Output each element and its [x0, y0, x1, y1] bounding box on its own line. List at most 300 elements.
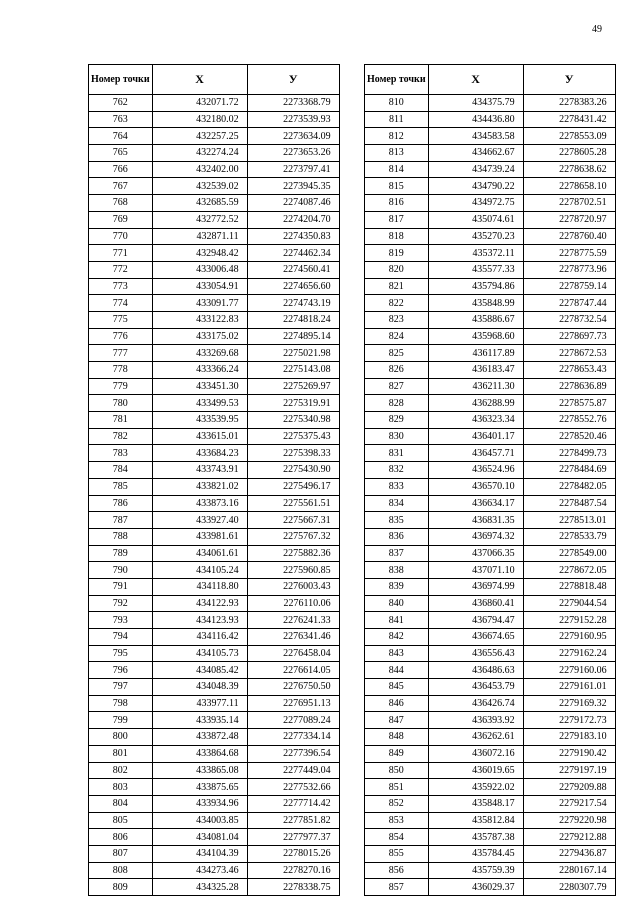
y-coordinate-cell: 2276951.13	[247, 695, 339, 712]
point-number-cell: 856	[365, 862, 429, 879]
y-coordinate-cell: 2279436.87	[523, 845, 615, 862]
table-row	[89, 278, 340, 295]
point-number-cell: 763	[89, 111, 153, 128]
y-coordinate-cell: 2278482.05	[523, 478, 615, 495]
x-coordinate-cell: 436029.37	[428, 879, 523, 896]
point-number-cell: 776	[89, 328, 153, 345]
table-row	[89, 779, 340, 796]
point-number-cell: 774	[89, 295, 153, 312]
table-row	[89, 378, 340, 395]
y-coordinate-cell: 2277089.24	[247, 712, 339, 729]
x-coordinate-cell: 434583.58	[428, 128, 523, 145]
y-coordinate-cell: 2273634.09	[247, 128, 339, 145]
y-coordinate-cell: 2279212.88	[523, 829, 615, 846]
table-row	[365, 528, 616, 545]
table-row	[89, 578, 340, 595]
x-coordinate-cell: 434105.73	[152, 645, 247, 662]
y-coordinate-cell: 2274462.34	[247, 245, 339, 262]
y-coordinate-cell: 2274818.24	[247, 311, 339, 328]
table-row	[89, 829, 340, 846]
table-row	[89, 428, 340, 445]
table-row	[89, 362, 340, 379]
table-row	[89, 445, 340, 462]
table-row	[365, 645, 616, 662]
point-number-cell: 782	[89, 428, 153, 445]
y-coordinate-cell: 2276458.04	[247, 645, 339, 662]
table-row	[365, 378, 616, 395]
table-row	[365, 862, 616, 879]
y-coordinate-cell: 2274895.14	[247, 328, 339, 345]
table-row	[89, 195, 340, 212]
table-row	[89, 95, 340, 112]
table-row	[365, 228, 616, 245]
point-number-cell: 810	[365, 95, 429, 112]
point-number-cell: 805	[89, 812, 153, 829]
x-coordinate-cell: 432071.72	[152, 95, 247, 112]
x-coordinate-cell: 437066.35	[428, 545, 523, 562]
y-coordinate-cell: 2277977.37	[247, 829, 339, 846]
x-coordinate-cell: 436393.92	[428, 712, 523, 729]
x-coordinate-cell: 436674.65	[428, 629, 523, 646]
table-row	[89, 645, 340, 662]
x-coordinate-cell: 434325.28	[152, 879, 247, 896]
y-coordinate-cell: 2277714.42	[247, 795, 339, 812]
table-row	[365, 879, 616, 896]
point-number-cell: 843	[365, 645, 429, 662]
point-number-cell: 806	[89, 829, 153, 846]
y-coordinate-cell: 2279161.01	[523, 679, 615, 696]
table-row	[89, 295, 340, 312]
point-number-cell: 816	[365, 195, 429, 212]
point-number-cell: 771	[89, 245, 153, 262]
y-coordinate-cell: 2278672.05	[523, 562, 615, 579]
point-number-cell: 825	[365, 345, 429, 362]
point-number-cell: 772	[89, 261, 153, 278]
x-coordinate-cell: 434972.75	[428, 195, 523, 212]
y-coordinate-cell: 2277396.54	[247, 745, 339, 762]
point-number-cell: 804	[89, 795, 153, 812]
x-coordinate-cell: 436019.65	[428, 762, 523, 779]
y-coordinate-cell: 2279209.88	[523, 779, 615, 796]
y-coordinate-cell: 2275375.43	[247, 428, 339, 445]
point-number-cell: 791	[89, 578, 153, 595]
y-coordinate-cell: 2278702.51	[523, 195, 615, 212]
point-number-cell: 802	[89, 762, 153, 779]
point-number-cell: 784	[89, 462, 153, 479]
point-number-cell: 801	[89, 745, 153, 762]
x-coordinate-cell: 435848.17	[428, 795, 523, 812]
point-number-cell: 792	[89, 595, 153, 612]
x-coordinate-cell: 436524.96	[428, 462, 523, 479]
table-row	[89, 261, 340, 278]
y-coordinate-cell: 2279190.42	[523, 745, 615, 762]
y-coordinate-cell: 2278513.01	[523, 512, 615, 529]
y-coordinate-cell: 2279169.32	[523, 695, 615, 712]
x-coordinate-cell: 434081.04	[152, 829, 247, 846]
x-coordinate-cell: 436211.30	[428, 378, 523, 395]
y-coordinate-cell: 2275319.91	[247, 395, 339, 412]
table-row	[365, 362, 616, 379]
x-coordinate-cell: 436323.34	[428, 412, 523, 429]
coordinates-table-left	[88, 64, 340, 896]
table-row	[365, 462, 616, 479]
y-coordinate-cell: 2280167.14	[523, 862, 615, 879]
point-number-cell: 779	[89, 378, 153, 395]
point-number-cell: 764	[89, 128, 153, 145]
y-coordinate-cell: 2275667.31	[247, 512, 339, 529]
point-number-cell: 838	[365, 562, 429, 579]
table-row	[89, 111, 340, 128]
y-coordinate-cell: 2279162.24	[523, 645, 615, 662]
y-coordinate-cell: 2279172.73	[523, 712, 615, 729]
x-coordinate-cell: 432772.52	[152, 211, 247, 228]
table-row	[365, 695, 616, 712]
table-row	[365, 295, 616, 312]
table-row	[365, 745, 616, 762]
point-number-cell: 839	[365, 578, 429, 595]
y-coordinate-cell: 2278760.40	[523, 228, 615, 245]
y-coordinate-cell: 2279160.95	[523, 629, 615, 646]
y-coordinate-cell: 2275021.98	[247, 345, 339, 362]
table-row	[89, 662, 340, 679]
x-coordinate-cell: 435270.23	[428, 228, 523, 245]
point-number-cell: 783	[89, 445, 153, 462]
x-coordinate-cell: 436634.17	[428, 495, 523, 512]
y-coordinate-cell: 2278818.48	[523, 578, 615, 595]
point-number-cell: 768	[89, 195, 153, 212]
y-coordinate-cell: 2276614.05	[247, 662, 339, 679]
point-number-cell: 786	[89, 495, 153, 512]
point-number-cell: 785	[89, 478, 153, 495]
point-number-cell: 807	[89, 845, 153, 862]
x-coordinate-cell: 436570.10	[428, 478, 523, 495]
point-number-cell: 857	[365, 879, 429, 896]
table-row	[365, 812, 616, 829]
y-coordinate-cell: 2273653.26	[247, 145, 339, 162]
x-coordinate-cell: 436453.79	[428, 679, 523, 696]
x-coordinate-cell: 436860.41	[428, 595, 523, 612]
point-number-cell: 842	[365, 629, 429, 646]
table-row	[89, 795, 340, 812]
x-coordinate-cell: 435074.61	[428, 211, 523, 228]
x-coordinate-cell: 436072.16	[428, 745, 523, 762]
x-coordinate-cell: 434739.24	[428, 161, 523, 178]
x-coordinate-cell: 433872.48	[152, 729, 247, 746]
y-coordinate-cell: 2274656.60	[247, 278, 339, 295]
table-row	[89, 629, 340, 646]
table-row	[365, 278, 616, 295]
y-coordinate-cell: 2278575.87	[523, 395, 615, 412]
x-coordinate-cell: 436974.32	[428, 528, 523, 545]
y-coordinate-cell: 2277851.82	[247, 812, 339, 829]
x-coordinate-cell: 436831.35	[428, 512, 523, 529]
y-coordinate-cell: 2273539.93	[247, 111, 339, 128]
table-body-right	[365, 95, 616, 896]
x-coordinate-cell: 433366.24	[152, 362, 247, 379]
table-row	[365, 612, 616, 629]
table-row	[89, 178, 340, 195]
point-number-cell: 775	[89, 311, 153, 328]
table-row	[89, 812, 340, 829]
table-row	[89, 845, 340, 862]
y-coordinate-cell: 2274087.46	[247, 195, 339, 212]
x-coordinate-cell: 432257.25	[152, 128, 247, 145]
point-number-cell: 834	[365, 495, 429, 512]
point-number-cell: 849	[365, 745, 429, 762]
x-coordinate-cell: 433821.02	[152, 478, 247, 495]
table-row	[365, 729, 616, 746]
table-row	[365, 111, 616, 128]
table-row	[89, 745, 340, 762]
table-row	[89, 729, 340, 746]
table-row	[365, 328, 616, 345]
x-coordinate-cell: 434790.22	[428, 178, 523, 195]
y-coordinate-cell: 2278015.26	[247, 845, 339, 862]
table-row	[365, 311, 616, 328]
table-row	[89, 478, 340, 495]
table-header-row	[89, 65, 340, 95]
y-coordinate-cell: 2273368.79	[247, 95, 339, 112]
table-row	[365, 562, 616, 579]
x-coordinate-cell: 433934.96	[152, 795, 247, 812]
x-coordinate-cell: 433122.83	[152, 311, 247, 328]
x-coordinate-cell: 433927.40	[152, 512, 247, 529]
table-row	[365, 829, 616, 846]
point-number-cell: 818	[365, 228, 429, 245]
y-coordinate-cell: 2278270.16	[247, 862, 339, 879]
x-coordinate-cell: 434375.79	[428, 95, 523, 112]
point-number-cell: 851	[365, 779, 429, 796]
table-row	[365, 578, 616, 595]
y-coordinate-cell: 2274560.41	[247, 261, 339, 278]
point-number-cell: 821	[365, 278, 429, 295]
y-coordinate-cell: 2278338.75	[247, 879, 339, 896]
table-row	[89, 562, 340, 579]
table-row	[365, 245, 616, 262]
x-coordinate-cell: 435759.39	[428, 862, 523, 879]
x-coordinate-cell: 436288.99	[428, 395, 523, 412]
point-number-cell: 831	[365, 445, 429, 462]
x-coordinate-cell: 435577.33	[428, 261, 523, 278]
x-coordinate-cell: 433054.91	[152, 278, 247, 295]
table-row	[89, 311, 340, 328]
table-row	[365, 845, 616, 862]
point-number-cell: 795	[89, 645, 153, 662]
y-coordinate-cell: 2279220.98	[523, 812, 615, 829]
point-number-cell: 777	[89, 345, 153, 362]
table-row	[89, 328, 340, 345]
x-coordinate-cell: 434122.93	[152, 595, 247, 612]
x-coordinate-cell: 434436.80	[428, 111, 523, 128]
y-coordinate-cell: 2275143.08	[247, 362, 339, 379]
table-row	[365, 629, 616, 646]
y-coordinate-cell: 2278672.53	[523, 345, 615, 362]
y-coordinate-cell: 2273945.35	[247, 178, 339, 195]
x-coordinate-cell: 434118.80	[152, 578, 247, 595]
x-coordinate-cell: 436117.89	[428, 345, 523, 362]
point-number-cell: 809	[89, 879, 153, 896]
y-coordinate-cell: 2277532.66	[247, 779, 339, 796]
table-row	[365, 762, 616, 779]
y-coordinate-cell: 2278775.59	[523, 245, 615, 262]
x-coordinate-cell: 436974.99	[428, 578, 523, 595]
point-number-cell: 846	[365, 695, 429, 712]
table-row	[89, 145, 340, 162]
y-coordinate-cell: 2275269.97	[247, 378, 339, 395]
point-number-cell: 769	[89, 211, 153, 228]
point-number-cell: 788	[89, 528, 153, 545]
table-row	[89, 695, 340, 712]
point-number-cell: 770	[89, 228, 153, 245]
y-coordinate-cell: 2275882.36	[247, 545, 339, 562]
point-number-cell: 794	[89, 629, 153, 646]
table-row	[89, 612, 340, 629]
y-coordinate-cell: 2274743.19	[247, 295, 339, 312]
y-coordinate-cell: 2278552.76	[523, 412, 615, 429]
x-coordinate-cell: 434061.61	[152, 545, 247, 562]
y-coordinate-cell: 2278431.42	[523, 111, 615, 128]
table-row	[89, 412, 340, 429]
table-row	[89, 161, 340, 178]
point-number-cell: 789	[89, 545, 153, 562]
x-coordinate-cell: 433451.30	[152, 378, 247, 395]
y-coordinate-cell: 2279197.19	[523, 762, 615, 779]
point-number-cell: 793	[89, 612, 153, 629]
point-number-cell: 766	[89, 161, 153, 178]
table-row	[365, 662, 616, 679]
table-row	[365, 345, 616, 362]
table-row	[365, 145, 616, 162]
table-row	[365, 595, 616, 612]
point-number-cell: 813	[365, 145, 429, 162]
x-coordinate-cell: 433091.77	[152, 295, 247, 312]
y-coordinate-cell: 2275767.32	[247, 528, 339, 545]
x-coordinate-cell: 432685.59	[152, 195, 247, 212]
x-coordinate-cell: 434116.42	[152, 629, 247, 646]
table-header-row	[365, 65, 616, 95]
table-row	[365, 128, 616, 145]
y-coordinate-cell: 2275340.98	[247, 412, 339, 429]
point-number-cell: 798	[89, 695, 153, 712]
y-coordinate-cell: 2278636.89	[523, 378, 615, 395]
point-number-cell: 822	[365, 295, 429, 312]
x-coordinate-cell: 434104.39	[152, 845, 247, 862]
point-number-cell: 848	[365, 729, 429, 746]
x-coordinate-cell: 435848.99	[428, 295, 523, 312]
point-number-cell: 808	[89, 862, 153, 879]
x-coordinate-cell: 433175.02	[152, 328, 247, 345]
y-coordinate-cell: 2279044.54	[523, 595, 615, 612]
point-number-cell: 853	[365, 812, 429, 829]
point-number-cell: 844	[365, 662, 429, 679]
y-coordinate-cell: 2278520.46	[523, 428, 615, 445]
table-row	[365, 779, 616, 796]
x-coordinate-cell: 436486.63	[428, 662, 523, 679]
point-number-cell: 800	[89, 729, 153, 746]
x-coordinate-cell: 435812.84	[428, 812, 523, 829]
point-number-cell: 820	[365, 261, 429, 278]
y-coordinate-cell: 2276750.50	[247, 679, 339, 696]
point-number-cell: 815	[365, 178, 429, 195]
y-coordinate-cell: 2278759.14	[523, 278, 615, 295]
x-coordinate-cell: 435922.02	[428, 779, 523, 796]
table-row	[365, 512, 616, 529]
x-coordinate-cell: 436262.61	[428, 729, 523, 746]
x-coordinate-cell: 436556.43	[428, 645, 523, 662]
table-row	[89, 495, 340, 512]
y-coordinate-cell: 2277334.14	[247, 729, 339, 746]
x-coordinate-cell: 433539.95	[152, 412, 247, 429]
table-row	[89, 595, 340, 612]
point-number-cell: 854	[365, 829, 429, 846]
table-row	[365, 261, 616, 278]
point-number-cell: 778	[89, 362, 153, 379]
point-number-cell: 835	[365, 512, 429, 529]
point-number-cell: 780	[89, 395, 153, 412]
table-row	[89, 128, 340, 145]
table-row	[89, 545, 340, 562]
coordinates-table-right	[364, 64, 616, 896]
point-number-cell: 841	[365, 612, 429, 629]
x-coordinate-cell: 435787.38	[428, 829, 523, 846]
point-number-cell: 819	[365, 245, 429, 262]
table-row	[365, 679, 616, 696]
x-coordinate-cell: 434105.24	[152, 562, 247, 579]
point-number-cell: 803	[89, 779, 153, 796]
y-coordinate-cell: 2275960.85	[247, 562, 339, 579]
table-row	[365, 478, 616, 495]
page-number: 49	[592, 24, 602, 35]
table-row	[89, 762, 340, 779]
table-row	[365, 795, 616, 812]
y-coordinate-cell: 2275561.51	[247, 495, 339, 512]
x-coordinate-cell: 433873.16	[152, 495, 247, 512]
header-x: X	[428, 65, 523, 95]
point-number-cell: 850	[365, 762, 429, 779]
point-number-cell: 824	[365, 328, 429, 345]
table-row	[365, 178, 616, 195]
y-coordinate-cell: 2278605.28	[523, 145, 615, 162]
point-number-cell: 823	[365, 311, 429, 328]
x-coordinate-cell: 433615.01	[152, 428, 247, 445]
point-number-cell: 811	[365, 111, 429, 128]
y-coordinate-cell: 2278773.96	[523, 261, 615, 278]
point-number-cell: 832	[365, 462, 429, 479]
point-number-cell: 852	[365, 795, 429, 812]
y-coordinate-cell: 2278533.79	[523, 528, 615, 545]
point-number-cell: 767	[89, 178, 153, 195]
y-coordinate-cell: 2276003.43	[247, 578, 339, 595]
y-coordinate-cell: 2278658.10	[523, 178, 615, 195]
y-coordinate-cell: 2279152.28	[523, 612, 615, 629]
point-number-cell: 829	[365, 412, 429, 429]
table-row	[89, 679, 340, 696]
table-row	[365, 395, 616, 412]
x-coordinate-cell: 436794.47	[428, 612, 523, 629]
point-number-cell: 845	[365, 679, 429, 696]
x-coordinate-cell: 434662.67	[428, 145, 523, 162]
point-number-cell: 799	[89, 712, 153, 729]
y-coordinate-cell: 2279160.06	[523, 662, 615, 679]
x-coordinate-cell: 432274.24	[152, 145, 247, 162]
point-number-cell: 765	[89, 145, 153, 162]
point-number-cell: 812	[365, 128, 429, 145]
point-number-cell: 826	[365, 362, 429, 379]
x-coordinate-cell: 432402.00	[152, 161, 247, 178]
y-coordinate-cell: 2275398.33	[247, 445, 339, 462]
point-number-cell: 797	[89, 679, 153, 696]
y-coordinate-cell: 2276110.06	[247, 595, 339, 612]
